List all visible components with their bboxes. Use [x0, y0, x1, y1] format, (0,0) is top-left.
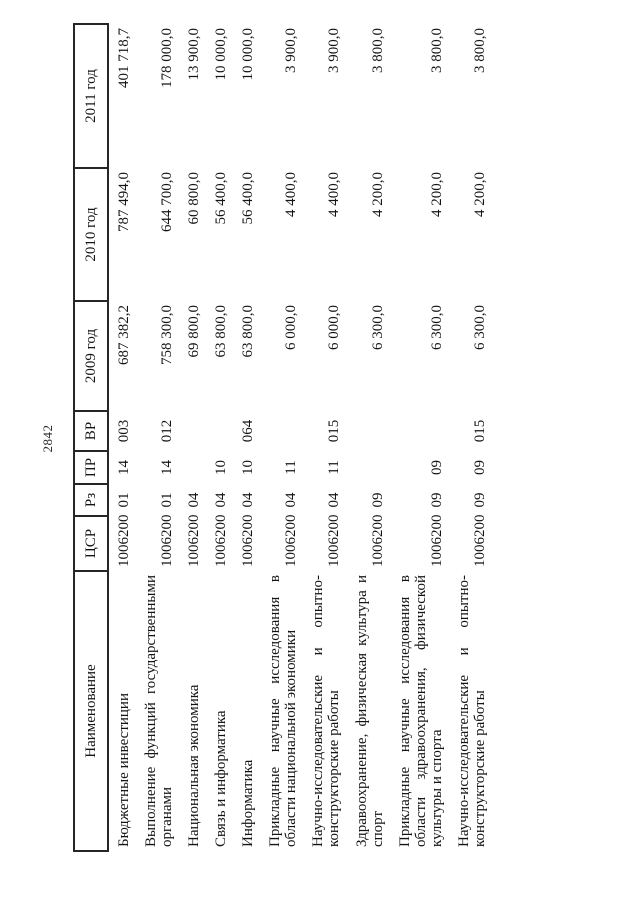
y2011-cell: 3 900,0	[283, 28, 300, 73]
rz-cell: 04	[213, 492, 230, 508]
name-cell: Прикладные научные исследования в области здравоохранения, физической культуры и спорта	[396, 575, 445, 847]
y2009-cell: 63 800,0	[240, 305, 257, 358]
y2010-cell: 4 200,0	[471, 172, 488, 217]
pr-cell: 09	[428, 460, 445, 475]
y2010-cell: 56 400,0	[213, 172, 230, 225]
pr-cell: 09	[471, 460, 488, 475]
y2010-cell: 60 800,0	[186, 172, 203, 225]
rz-cell: 04	[186, 492, 203, 508]
csr-cell: 1006200	[159, 514, 176, 567]
table-row	[390, 24, 449, 851]
y2010-cell: 4 400,0	[283, 172, 300, 217]
rz-cell: 01	[116, 492, 133, 508]
col-header-csr: ЦСР	[74, 516, 108, 571]
y2009-cell: 63 800,0	[213, 305, 230, 358]
y2010-cell: 787 494,0	[116, 172, 133, 232]
col-header-vr: ВР	[74, 411, 108, 451]
y2009-cell: 6 000,0	[283, 305, 300, 350]
y2011-cell: 3 800,0	[428, 28, 445, 73]
y2009-cell: 6 300,0	[369, 305, 386, 350]
csr-cell: 1006200	[326, 514, 343, 567]
col-header-2011: 2011 год	[74, 24, 108, 168]
page-number: 2842	[40, 424, 55, 453]
y2011-cell: 178 000,0	[159, 28, 176, 88]
y2011-cell: 3 800,0	[471, 28, 488, 73]
header-row	[74, 24, 108, 851]
name-cell: Бюджетные инвестиции	[116, 693, 133, 847]
col-header-2009: 2009 год	[74, 301, 108, 411]
name-cell: Выполнение функций государственными органами	[143, 575, 176, 847]
col-header-2010: 2010 год	[74, 168, 108, 301]
pr-cell: 14	[159, 460, 176, 475]
name-cell: Связь и информатика	[213, 710, 230, 847]
csr-cell: 1006200	[471, 514, 488, 567]
rz-cell: 09	[471, 492, 488, 508]
csr-cell: 1006200	[116, 514, 133, 567]
vr-cell	[347, 411, 390, 451]
y2011-cell: 10 000,0	[240, 28, 257, 81]
y2010-cell: 4 400,0	[326, 172, 343, 217]
pr-cell	[179, 451, 206, 484]
vr-cell: 015	[471, 419, 488, 443]
name-cell: Научно-исследовательские и опытно-конструкторские работы	[310, 575, 343, 847]
pr-cell: 10	[240, 460, 257, 475]
csr-cell: 1006200	[240, 514, 257, 567]
vr-cell	[390, 411, 449, 451]
vr-cell: 003	[116, 419, 133, 443]
y2011-cell: 3 900,0	[326, 28, 343, 73]
vr-cell: 064	[240, 419, 257, 443]
y2009-cell: 687 382,2	[116, 305, 133, 365]
y2010-cell: 4 200,0	[428, 172, 445, 217]
pr-cell: 10	[213, 460, 230, 475]
table-row	[449, 24, 492, 851]
y2010-cell: 644 700,0	[159, 172, 176, 232]
table-row	[303, 24, 346, 851]
y2010-cell: 4 200,0	[369, 172, 386, 217]
budget-table	[73, 23, 492, 852]
vr-cell: 012	[159, 419, 176, 443]
pr-cell: 14	[116, 460, 133, 475]
col-header-naimenovanie: Наименование	[74, 571, 108, 851]
rz-cell: 04	[326, 492, 343, 508]
table-row	[233, 24, 260, 851]
y2009-cell: 758 300,0	[159, 305, 176, 365]
rz-cell: 04	[283, 492, 300, 508]
pr-cell: 11	[326, 460, 343, 475]
y2010-cell: 56 400,0	[240, 172, 257, 225]
col-header-pr: ПР	[74, 451, 108, 484]
rz-cell: 01	[159, 492, 176, 508]
y2011-cell: 13 900,0	[186, 28, 203, 81]
name-cell: Здравоохранение, физическая культура и спорт	[353, 575, 386, 847]
rz-cell: 09	[369, 492, 386, 508]
table-row	[206, 24, 233, 851]
rz-cell: 09	[428, 492, 445, 508]
table-row	[347, 24, 390, 851]
table-row	[179, 24, 206, 851]
table-row	[108, 24, 136, 851]
csr-cell: 1006200	[369, 514, 386, 567]
name-cell: Национальная экономика	[186, 684, 203, 847]
csr-cell: 1006200	[186, 514, 203, 567]
rotated-table-sheet	[40, 25, 492, 852]
name-cell: Прикладные научные исследования в области национальной экономики	[267, 575, 300, 847]
y2011-cell: 10 000,0	[213, 28, 230, 81]
table-row	[136, 24, 179, 851]
col-header-rz: Рз	[74, 484, 108, 516]
name-cell: Научно-исследовательские и опытно-конструкторские работы	[455, 575, 488, 847]
pr-cell	[347, 451, 390, 484]
pr-cell: 11	[283, 460, 300, 475]
y2009-cell: 6 300,0	[471, 305, 488, 350]
vr-cell	[206, 411, 233, 451]
y2011-cell: 3 800,0	[369, 28, 386, 73]
y2009-cell: 6 300,0	[428, 305, 445, 350]
rz-cell: 04	[240, 492, 257, 508]
csr-cell: 1006200	[428, 514, 445, 567]
name-cell: Информатика	[240, 759, 257, 847]
csr-cell: 1006200	[213, 514, 230, 567]
y2011-cell: 401 718,7	[116, 28, 133, 88]
vr-cell: 015	[326, 419, 343, 443]
y2009-cell: 69 800,0	[186, 305, 203, 358]
y2009-cell: 6 000,0	[326, 305, 343, 350]
csr-cell: 1006200	[283, 514, 300, 567]
vr-cell	[179, 411, 206, 451]
table-row	[260, 24, 303, 851]
vr-cell	[260, 411, 303, 451]
